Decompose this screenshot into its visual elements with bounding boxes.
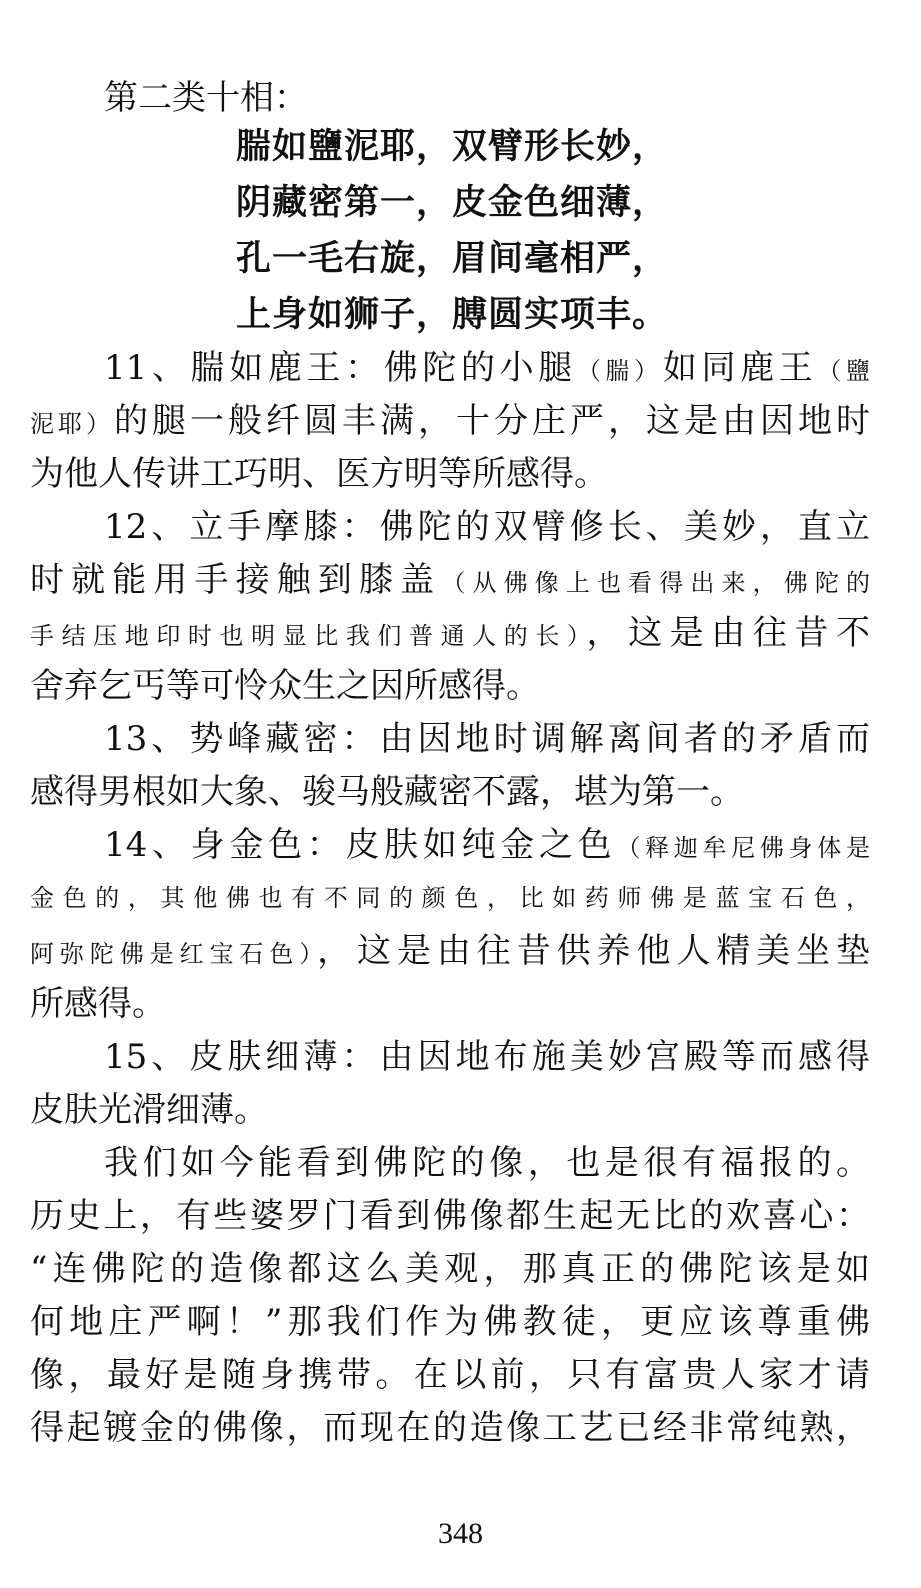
- text-line: [104, 342, 870, 394]
- text-line: 历史上，有些婆罗门看到佛像都生起无比的欢喜心：: [30, 1196, 870, 1236]
- text-line: 我们如今能看到佛陀的像，也是很有福报的。: [104, 1143, 870, 1183]
- text-line: [30, 554, 870, 606]
- text-segment: 14、身金色：皮肤如纯金之色: [104, 825, 617, 865]
- verse-line-2: 阴藏密第一，皮金色细薄，: [236, 182, 669, 223]
- annotation-segment: 阿弥陀佛是红宝石色）: [30, 940, 318, 968]
- text-line: 为他人传讲工巧明、医方明等所感得。: [30, 454, 608, 494]
- text-line: 舍弃乞丐等可怜众生之因所感得。: [30, 666, 540, 706]
- text-line: 12、立手摩膝：佛陀的双臂修长、美妙，直立: [104, 507, 870, 547]
- text-segment: 时就能用手接触到膝盖: [30, 560, 442, 600]
- text-segment: ，这是由往昔供养他人精美坐垫: [317, 931, 871, 971]
- text-line: 13、势峰藏密：由因地时调解离间者的矛盾而: [104, 719, 870, 759]
- text-line: [30, 607, 870, 659]
- text-line: “连佛陀的造像都这么美观，那真正的佛陀该是如: [30, 1249, 870, 1289]
- annotation-segment: （释迦牟尼佛身体是: [616, 834, 871, 862]
- text-segment: 的腿一般纤圆丰满，十分庄严，这是由因地时: [114, 401, 870, 441]
- text-line: 感得男根如大象、骏马般藏密不露，堪为第一。: [30, 772, 744, 812]
- page-number: 348: [438, 1517, 483, 1550]
- text-line: 像，最好是随身携带。在以前，只有富贵人家才请: [30, 1355, 870, 1395]
- text-line: [104, 819, 870, 871]
- verse-line-1: 腨如鹽泥耶，双臂形长妙，: [236, 126, 669, 167]
- annotation-segment: 手结压地印时也明显比我们普通人的长）: [30, 622, 587, 650]
- text-line: 皮肤光滑细薄。: [30, 1090, 268, 1130]
- annotation-segment: （鹽: [817, 357, 871, 385]
- section-heading: 第二类十相：: [104, 78, 308, 118]
- text-line: [30, 925, 870, 977]
- verse-line-4: 上身如狮子，膊圆实项丰。: [236, 294, 669, 335]
- text-segment: ，这是由往昔不: [586, 613, 870, 653]
- text-line: [30, 395, 870, 447]
- text-line: 何地庄严啊！”那我们作为佛教徒，更应该尊重佛: [30, 1302, 870, 1342]
- text-line: 得起镀金的佛像，而现在的造像工艺已经非常纯熟，: [30, 1408, 870, 1448]
- text-segment: 11、腨如鹿王：佛陀的小腿: [104, 348, 577, 388]
- verse-line-3: 孔一毛右旋，眉间毫相严，: [236, 238, 669, 279]
- text-line: 15、皮肤细薄：由因地布施美妙宫殿等而感得: [104, 1037, 870, 1077]
- text-line: 金色的，其他佛也有不同的颜色，比如药师佛是蓝宝石色，: [30, 884, 870, 912]
- annotation-segment: 泥耶）: [30, 410, 114, 438]
- text-segment: 如同鹿王: [662, 348, 818, 388]
- annotation-segment: （腨）: [576, 357, 663, 385]
- text-line: 所感得。: [30, 984, 166, 1024]
- annotation-segment: （从佛像上也看得出来，佛陀的: [441, 569, 871, 597]
